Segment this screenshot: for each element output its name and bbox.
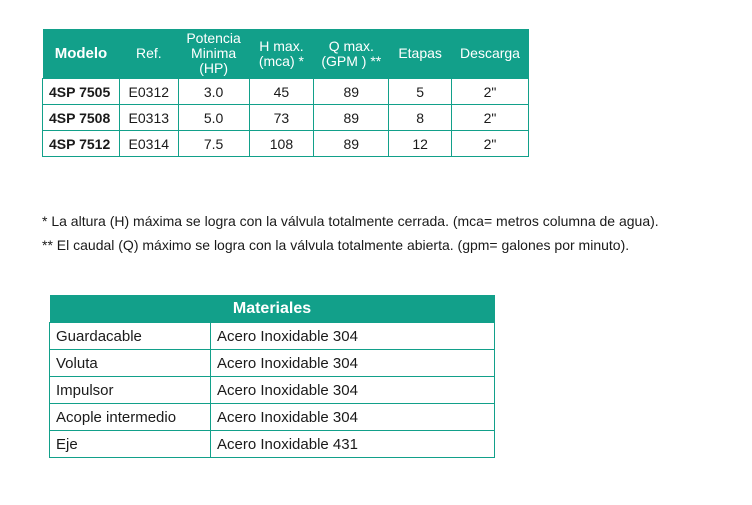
- table-row: [50, 350, 495, 377]
- header-potencia-line-2: Minima: [191, 45, 237, 61]
- cell-ref: E0312: [119, 79, 178, 105]
- cell-ref: E0314: [119, 131, 178, 157]
- footnote-altura: * La altura (H) máxima se logra con la válvula totalmente cerrada. (mca= metros columna de agua).: [42, 213, 659, 229]
- material-part: Voluta: [50, 350, 211, 377]
- cell-potencia: 5.0: [178, 105, 249, 131]
- header-hmax: [249, 29, 314, 79]
- materials-table: [49, 295, 495, 458]
- table-row: [50, 404, 495, 431]
- footnote-caudal: ** El caudal (Q) máximo se logra con la válvula totalmente abierta. (gpm= galones por minuto).: [42, 237, 630, 253]
- material-part: Impulsor: [50, 377, 211, 404]
- pump-spec-table: [42, 29, 529, 157]
- header-qmax-line-1: Q max.: [328, 37, 374, 54]
- materials-title: Materiales: [50, 295, 495, 323]
- table-row: [50, 377, 495, 404]
- table-row: [50, 431, 495, 458]
- material-value: Acero Inoxidable 304: [211, 350, 495, 377]
- cell-etapas: 12: [389, 131, 452, 157]
- material-part: Acople intermedio: [50, 404, 211, 431]
- cell-hmax: 108: [249, 131, 314, 157]
- cell-hmax: 73: [249, 105, 314, 131]
- header-descarga: Descarga: [452, 29, 529, 79]
- header-modelo: Modelo: [43, 29, 120, 79]
- spec-header-row: [43, 29, 529, 79]
- cell-ref: E0313: [119, 105, 178, 131]
- material-value: Acero Inoxidable 304: [211, 323, 495, 350]
- cell-descarga: 2": [452, 105, 529, 131]
- header-potencia-line-3: (HP): [199, 60, 228, 76]
- header-hmax-line-1: H max.: [259, 37, 304, 54]
- cell-etapas: 8: [389, 105, 452, 131]
- cell-etapas: 5: [389, 79, 452, 105]
- cell-potencia: 7.5: [178, 131, 249, 157]
- cell-potencia: 3.0: [178, 79, 249, 105]
- cell-hmax: 45: [249, 79, 314, 105]
- header-qmax: [314, 29, 389, 79]
- table-row: [43, 131, 529, 157]
- header-qmax-line-2: (GPM ) **: [321, 52, 382, 69]
- cell-descarga: 2": [452, 131, 529, 157]
- material-value: Acero Inoxidable 304: [211, 404, 495, 431]
- cell-qmax: 89: [314, 131, 389, 157]
- cell-modelo: 4SP 7505: [43, 79, 120, 105]
- header-potencia-line-1: Potencia: [186, 30, 241, 46]
- cell-descarga: 2": [452, 79, 529, 105]
- material-value: Acero Inoxidable 431: [211, 431, 495, 458]
- materials-header-row: [50, 295, 495, 323]
- table-row: [43, 105, 529, 131]
- material-value: Acero Inoxidable 304: [211, 377, 495, 404]
- table-row: [43, 79, 529, 105]
- material-part: Eje: [50, 431, 211, 458]
- table-row: [50, 323, 495, 350]
- material-part: Guardacable: [50, 323, 211, 350]
- cell-qmax: 89: [314, 79, 389, 105]
- header-ref: Ref.: [119, 29, 178, 79]
- cell-modelo: 4SP 7512: [43, 131, 120, 157]
- header-potencia: [178, 29, 249, 79]
- cell-qmax: 89: [314, 105, 389, 131]
- cell-modelo: 4SP 7508: [43, 105, 120, 131]
- header-hmax-line-2: (mca) *: [258, 52, 304, 69]
- header-etapas: Etapas: [389, 29, 452, 79]
